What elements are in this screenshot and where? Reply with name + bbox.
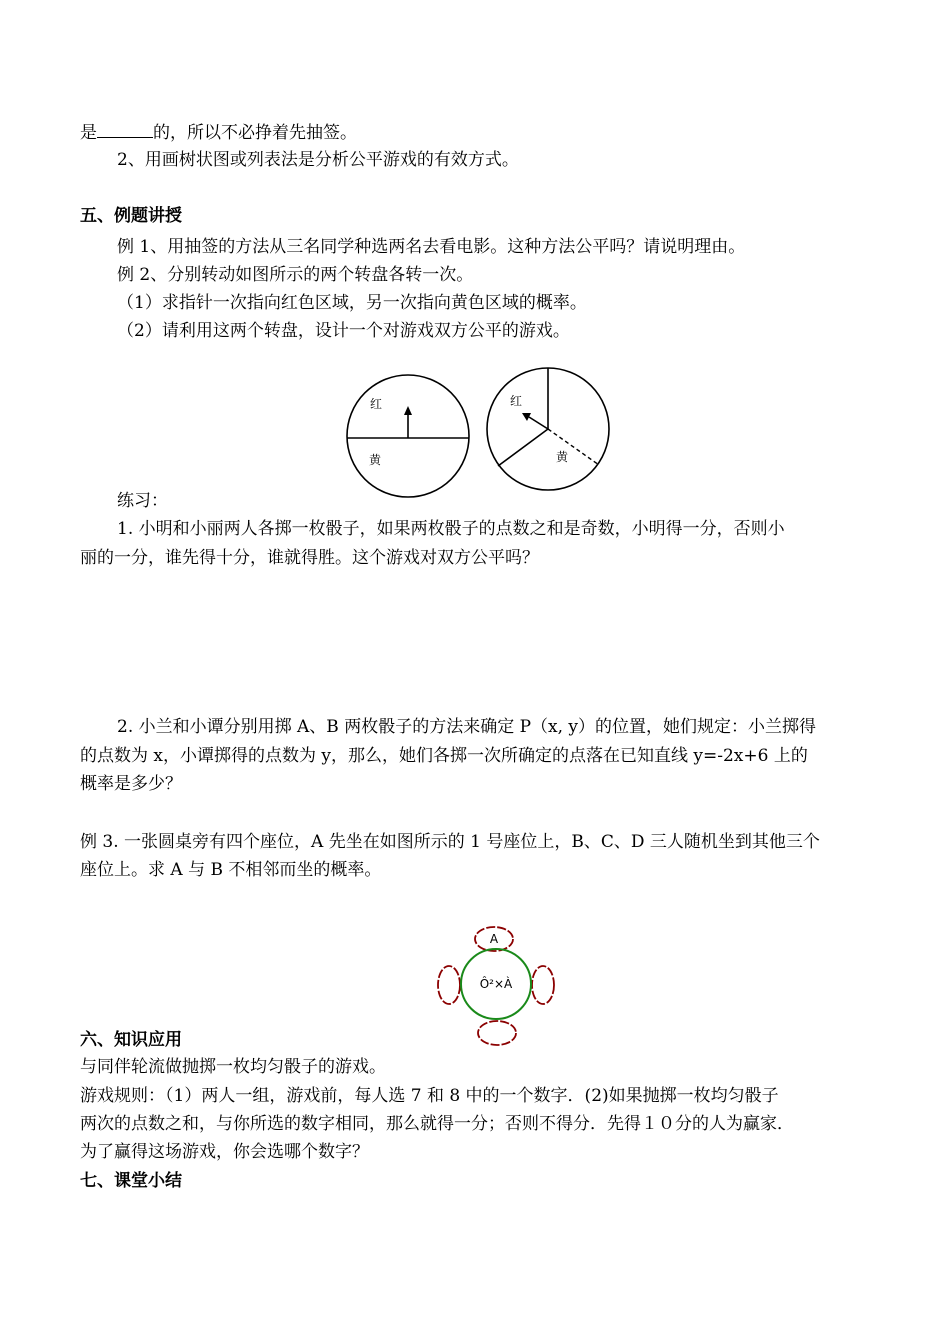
seat-right — [532, 966, 554, 1004]
seat-bottom — [478, 1021, 516, 1045]
practice-2-line-1: 2. 小兰和小谭分别用掷 A、B 两枚骰子的方法来确定 P（x, y）的位置，她们规定：小兰掷得 — [117, 717, 817, 737]
spinner-left-yellow-label: 黄 — [369, 453, 382, 467]
practice-heading: 练习： — [117, 491, 168, 511]
section-heading-application: 六、知识应用 — [80, 1030, 182, 1050]
example-1: 例 1、用抽签的方法从三名同学种选两名去看电影。这种方法公平吗？请说明理由。 — [117, 237, 746, 257]
table-center-label: Ô²×À — [479, 977, 513, 991]
practice-2-line-2: 的点数为 x，小谭掷得的点数为 y，那么，她们各掷一次所确定的点落在已知直线 y=-2x+6 上的 — [80, 746, 808, 766]
spinner-left-red-label: 红 — [370, 397, 383, 411]
example-3-line-2: 座位上。求 A 与 B 不相邻而坐的概率。 — [80, 860, 382, 880]
application-line-3: 两次的点数之和，与你所选的数字相同，那么就得一分；否则不得分．先得１０分的人为赢家． — [80, 1114, 794, 1134]
spinner-right — [484, 362, 624, 496]
practice-1-line-2: 丽的一分，谁先得十分，谁就得胜。这个游戏对双方公平吗？ — [80, 548, 539, 568]
example-2: 例 2、分别转动如图所示的两个转盘各转一次。 — [117, 265, 474, 285]
spinner-right-red-label: 红 — [510, 394, 523, 408]
spinner-right-divider-left — [498, 429, 548, 466]
round-table-diagram — [420, 920, 570, 1055]
line-tree-diagram-note: 2、用画树状图或列表法是分析公平游戏的有效方式。 — [117, 150, 519, 170]
practice-2-line-3: 概率是多少？ — [80, 774, 182, 794]
example-3-line-1: 例 3. 一张圆桌旁有四个座位，A 先坐在如图所示的 1 号座位上，B、C、D 三人随机坐到其他三个 — [80, 832, 820, 852]
spinner-left — [340, 373, 480, 501]
application-line-2: 游戏规则：（1）两人一组，游戏前，每人选 7 和 8 中的一个数字．(2)如果抛掷一枚均匀骰子 — [80, 1086, 779, 1106]
application-line-1: 与同伴轮流做抛掷一枚均匀骰子的游戏。 — [80, 1057, 386, 1077]
fill-blank — [97, 121, 153, 138]
section-heading-examples: 五、例题讲授 — [80, 206, 182, 226]
seat-left — [438, 966, 460, 1004]
example-2-question-1: （1）求指针一次指向红色区域，另一次指向黄色区域的概率。 — [117, 293, 587, 313]
spinner-right-pointer — [529, 417, 548, 429]
practice-1-line-1: 1. 小明和小丽两人各掷一枚骰子，如果两枚骰子的点数之和是奇数，小明得一分，否则小 — [117, 519, 785, 539]
seat-a-label: A — [489, 932, 499, 946]
example-2-question-2: （2）请利用这两个转盘，设计一个对游戏双方公平的游戏。 — [117, 321, 570, 341]
spinner-right-yellow-label: 黄 — [556, 450, 569, 464]
spinner-left-arrow-icon — [404, 406, 412, 415]
section-heading-summary: 七、课堂小结 — [80, 1171, 182, 1191]
line-draw-lots-conclusion: 是 的，所以不必挣着先抽签。 — [80, 123, 357, 143]
application-line-4: 为了赢得这场游戏，你会选哪个数字？ — [80, 1142, 369, 1162]
